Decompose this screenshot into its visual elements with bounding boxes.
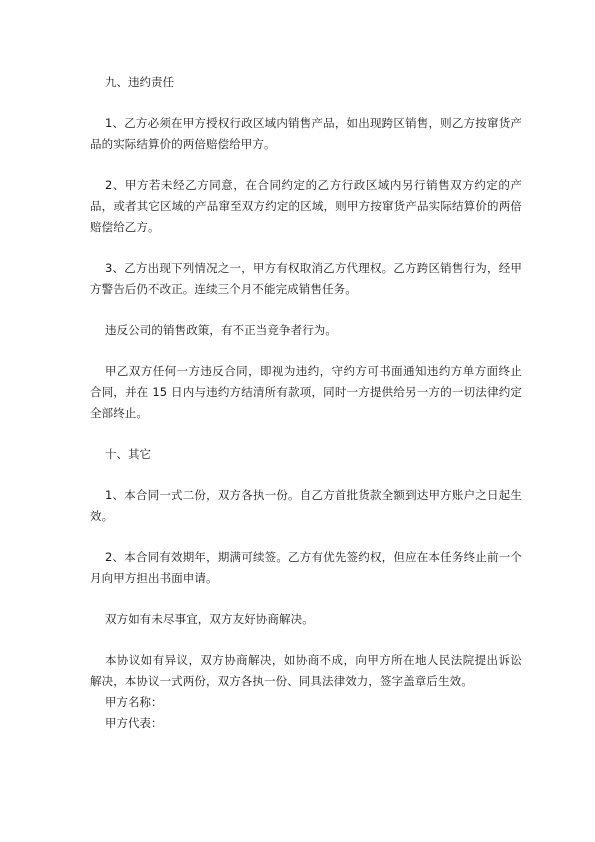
clause-paragraph: 双方如有未尽事宜，双方友好协商解决。 bbox=[105, 612, 314, 626]
clause-paragraph: 违反公司的销售政策，有不正当竞争者行为。 bbox=[105, 323, 337, 337]
clause-paragraph: 2、本合同有效期年，期满可续签。乙方有优先签约权，但应在本任务终止前一个月向甲方担出书面申请。 bbox=[90, 550, 522, 585]
clause-paragraph: 本协议如有异议，双方协商解决，如协商不成，向甲方所在地人民法院提出诉讼解决，本协议一式两份，双方各执一份、同具法律效力，签字盖章后生效。 bbox=[90, 653, 522, 688]
clause-paragraph: 3、乙方出现下列情况之一，甲方有权取消乙方代理权。乙方跨区销售行为，经甲方警告后仍不改正。连续三个月不能完成销售任务。 bbox=[90, 261, 522, 296]
section-heading-breach: 九、违约责任 bbox=[105, 75, 174, 89]
party-a-representative-label: 甲方代表： bbox=[105, 716, 163, 730]
clause-paragraph: 2、甲方若未经乙方同意，在合同约定的乙方行政区域内另行销售双方约定的产品，或者其它区域的产品窜至双方约定的区域，则甲方按窜货产品实际结算价的两倍赔偿给乙方。 bbox=[90, 178, 522, 234]
section-heading-other: 十、其它 bbox=[105, 447, 151, 461]
clause-paragraph: 甲乙双方任何一方违反合同，即视为违约，守约方可书面通知违约方单方面终止合同，并在 15 日内与违约方结清所有款项，同时一方提供给另一方的一切法律约定全部终止。 bbox=[90, 364, 522, 420]
clause-paragraph: 1、乙方必须在甲方授权行政区域内销售产品，如出现跨区销售，则乙方按窜货产品的实际结算价的两倍赔偿给甲方。 bbox=[90, 116, 522, 151]
clause-paragraph: 1、本合同一式二份，双方各执一份。自乙方首批货款全额到达甲方账户之日起生效。 bbox=[90, 488, 522, 523]
party-a-name-label: 甲方名称： bbox=[105, 695, 163, 709]
